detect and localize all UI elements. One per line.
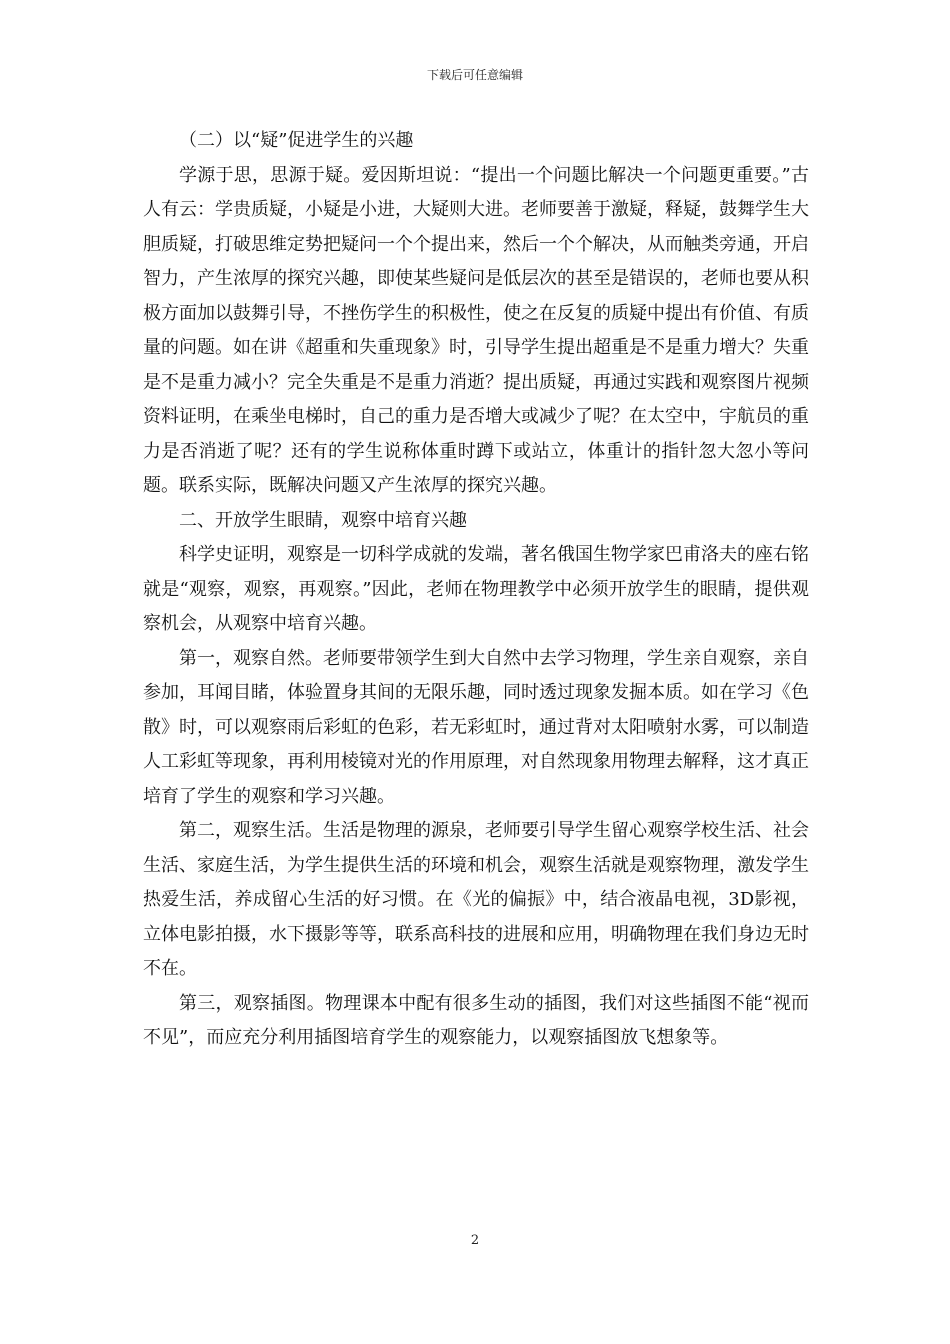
section-heading: 二、开放学生眼睛，观察中培育兴趣	[179, 509, 467, 531]
body-paragraph: 第二，观察生活。生活是物理的源泉，老师要引导学生留心观察学校生活、社会生活、家庭生活，为学生提供生活的环境和机会，观察生活就是观察物理，激发学生热爱生活，养成留心生活的好习惯。在《光的偏振》中，结合液晶电视，3D影视，立体电影拍摄，水下摄影等等，联系高科技的进展和应用，明确物理在我们身边无时不在。	[143, 820, 809, 979]
page-header: 下载后可任意编辑	[426, 68, 523, 82]
body-paragraph: 学源于思，思源于疑。爱因斯坦说：“提出一个问题比解决一个问题更重要。”古人有云：学贵质疑，小疑是小进，大疑则大进。老师要善于激疑，释疑，鼓舞学生大胆质疑，打破思维定势把疑问一个个提出来，然后一个个解决，从而触类旁通，开启智力，产生浓厚的探究兴趣，即使某些疑问是低层次的甚至是错误的，老师也要从积极方面加以鼓舞引导，不挫伤学生的积极性，使之在反复的质疑中提出有价值、有质量的问题。如在讲《超重和失重现象》时，引导学生提出超重是不是重力增大？失重是不是重力减小？完全失重是不是重力消逝？提出质疑，再通过实践和观察图片视频资料证明，在乘坐电梯时，自己的重力是否增大或减少了呢？在太空中，宇航员的重力是否消逝了呢？还有的学生说称体重时蹲下或站立，体重计的指针忽大忽小等问题。联系实际，既解决问题又产生浓厚的探究兴趣。	[143, 164, 809, 496]
body-paragraph: 第三，观察插图。物理课本中配有很多生动的插图，我们对这些插图不能“视而不见”，而应充分利用插图培育学生的观察能力，以观察插图放飞想象等。	[143, 992, 809, 1048]
section-heading: （二）以“疑”促进学生的兴趣	[179, 130, 414, 151]
body-paragraph: 第一，观察自然。老师要带领学生到大自然中去学习物理，学生亲自观察，亲自参加，耳闻目睹，体验置身其间的无限乐趣，同时透过现象发掘本质。如在学习《色散》时，可以观察雨后彩虹的色彩，若无彩虹时，通过背对太阳喷射水雾，可以制造人工彩虹等现象，再利用棱镜对光的作用原理，对自然现象用物理去解释，这才真正培育了学生的观察和学习兴趣。	[143, 647, 809, 807]
page-body	[143, 124, 809, 1056]
body-paragraph: 科学史证明，观察是一切科学成就的发端，著名俄国生物学家巴甫洛夫的座右铭就是“观察，观察，再观察。”因此，老师在物理教学中必须开放学生的眼睛，提供观察机会，从观察中培育兴趣。	[143, 544, 809, 634]
page-number: 2	[470, 1233, 480, 1248]
